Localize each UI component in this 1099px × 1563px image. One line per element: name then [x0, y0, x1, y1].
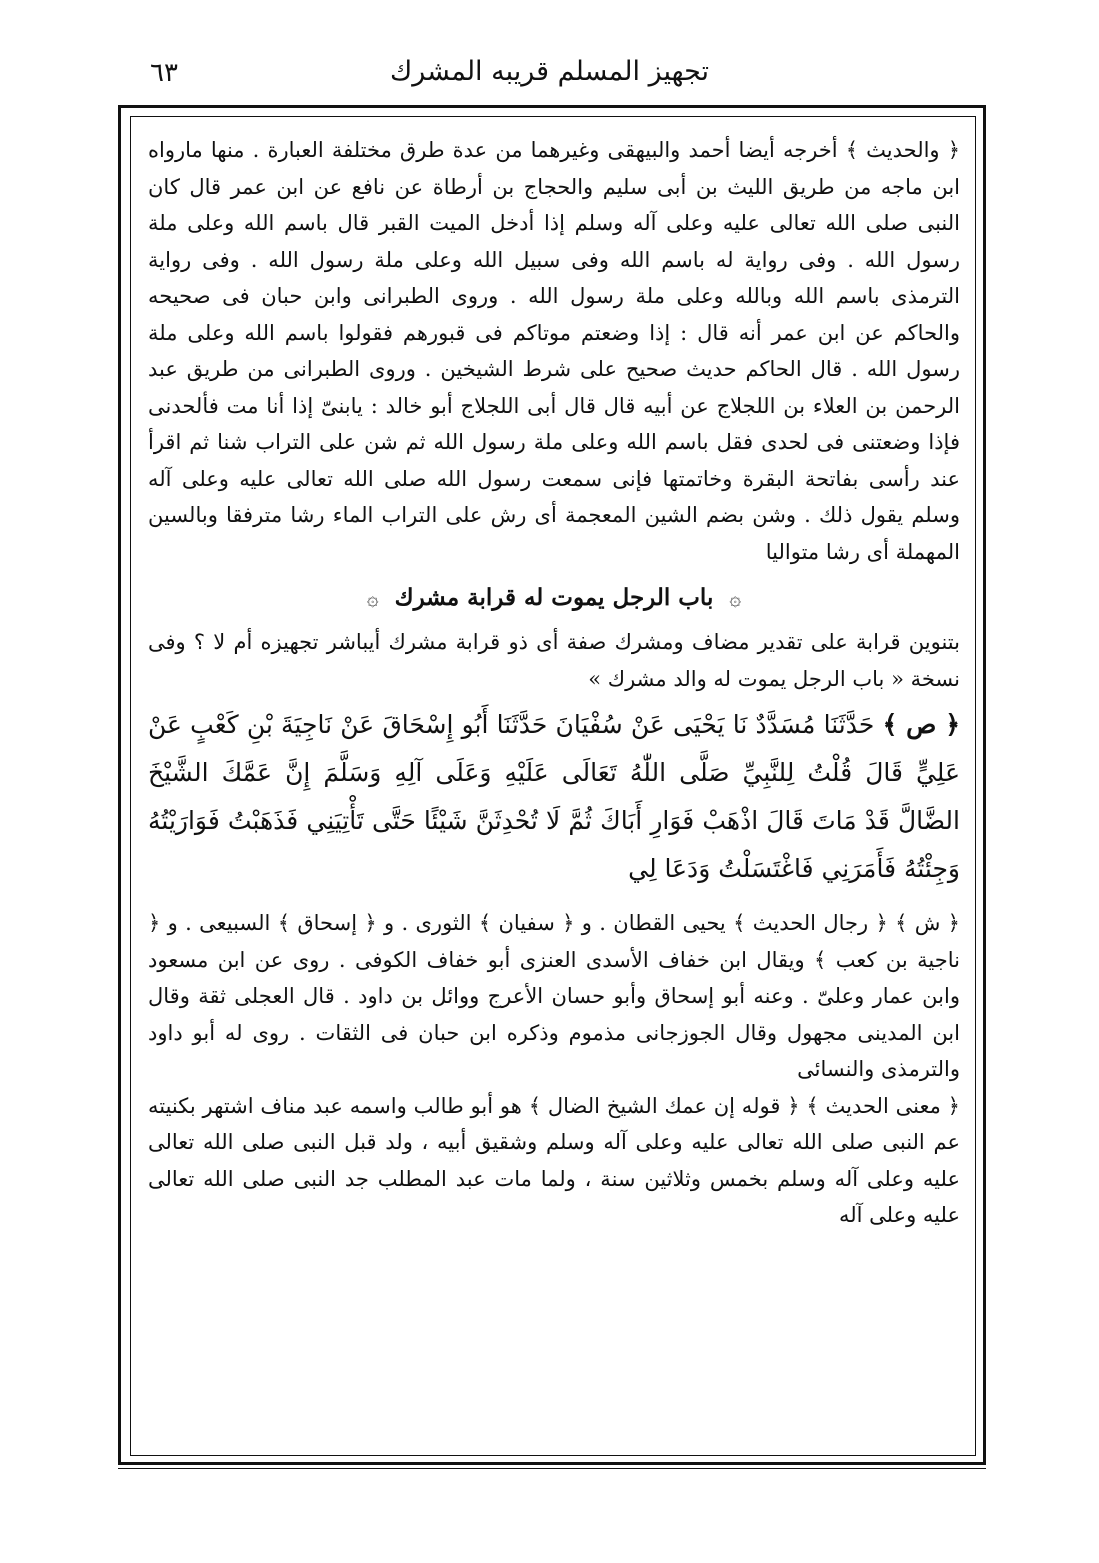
hadith-text: حَدَّثَنَا مُسَدَّدٌ نَا يَحْيَى عَنْ سُفْيَانَ حَدَّثَنَا أَبُو إِسْحَاقَ عَنْ نَاجِيَةَ بْنِ كَعْبٍ عَنْ عَلِيٍّ قَالَ قُلْتُ لِلنَّبِيِّ صَلَّى اللّٰهُ تَعَالَى عَلَيْهِ وَعَلَى آلِهِ وَسَلَّمَ إِنَّ عَمَّكَ الشَّيْخَ الضَّالَّ قَدْ مَاتَ قَالَ اذْهَبْ فَوَارِ أَبَاكَ ثُمَّ لَا تُحْدِثَنَّ شَيْئًا حَتَّى تَأْتِيَنِي فَذَهَبْتُ فَوَارَيْتُهُ وَجِئْتُهُ فَأَمَرَنِي فَاغْتَسَلْتُ وَدَعَا لِي — [148, 710, 960, 883]
hadith-block — [148, 701, 960, 893]
commentary-paragraph: ﴿ والحديث ﴾ أخرجه أيضا أحمد والبيهقى وغيرهما من عدة طرق مختلفة العبارة . منها مارواه ابن ماجه من طريق الليث بن أبى سليم والحجاج بن أرطاة عن نافع عن ابن عمر قال كان النبى صلى الله تعالى عليه وعلى آله وسلم إذا أدخل الميت القبر قال باسم الله وعلى ملة رسول الله . وفى رواية له باسم الله وفى سبيل الله وعلى ملة رسول الله . وفى رواية الترمذى باسم الله وبالله وعلى ملة رسول الله . وروى الطبرانى وابن حبان فى صحيحه والحاكم عن ابن عمر أنه قال : إذا وضعتم موتاكم فى قبورهم فقولوا باسم الله وعلى ملة رسول الله . قال الحاكم حديث صحيح على شرط الشيخين . وروى الطبرانى من طريق عبد الرحمن بن العلاء بن اللجلاج عن أبيه قال قال أبى اللجلاج أبو خالد : يابنىّ إذا أنا مت فألحدنى فإذا وضعتنى فى لحدى فقل باسم الله وعلى ملة رسول الله ثم شن على التراب شنا ثم اقرأ عند رأسى بفاتحة البقرة وخاتمتها فإنى سمعت رسول الله صلى الله تعالى عليه وعلى آله وسلم يقول ذلك . وشن بضم الشين المعجمة أى رش على التراب الماء رشا مترفقا وبالسين المهملة أى رشا متواليا — [148, 138, 960, 564]
page-number: ٦٣ — [150, 58, 178, 88]
meaning-paragraph: ﴿ معنى الحديث ﴾ ﴿ قوله إن عمك الشيخ الضال ﴾ هو أبو طالب واسمه عبد مناف اشتهر بكنيته عم النبى صلى الله تعالى عليه وعلى آله وسلم وشقيق أبيه ، ولد قبل النبى صلى الله تعالى عليه وعلى آله وسلم بخمس وثلاثين سنة ، ولما مات عبد المطلب جد النبى صلى الله تعالى عليه وعلى آله — [148, 1093, 960, 1227]
ornament-left-icon: ۞ — [729, 586, 742, 610]
ornament-right-icon: ۞ — [366, 586, 379, 610]
bottom-rule — [118, 1468, 986, 1469]
running-title: تجهيز المسلم قريبه المشرك — [389, 56, 710, 87]
hadith-tag: ﴿ ص ﴾ — [882, 710, 960, 739]
text-body — [148, 128, 960, 1446]
chapter-title: باب الرجل يموت له قرابة مشرك — [394, 584, 714, 611]
narrators-paragraph: ﴿ ش ﴾ ﴿ رجال الحديث ﴾ يحيى القطان . و ﴿ سفيان ﴾ الثورى . و ﴿ إسحاق ﴾ السبيعى . و ﴿ ناجية بن كعب ﴾ ويقال ابن خفاف الأسدى العنزى أبو خفاف الكوفى . روى عن ابن مسعود وابن عمار وعلىّ . وعنه أبو إسحاق وأبو حسان الأعرج ووائل بن داود . قال العجلى ثقة وقال ابن المدينى مجهول وقال الجوزجانى مذموم وذكره ابن حبان فى الثقات . روى له أبو داود والترمذى والنسائى — [148, 911, 960, 1081]
chapter-explanation: بتنوين قرابة على تقدير مضاف ومشرك صفة أى ذو قرابة مشرك أيباشر تجهيزه أم لا ؟ وفى نسخة « باب الرجل يموت له والد مشرك » — [148, 630, 960, 691]
chapter-heading — [148, 574, 960, 622]
